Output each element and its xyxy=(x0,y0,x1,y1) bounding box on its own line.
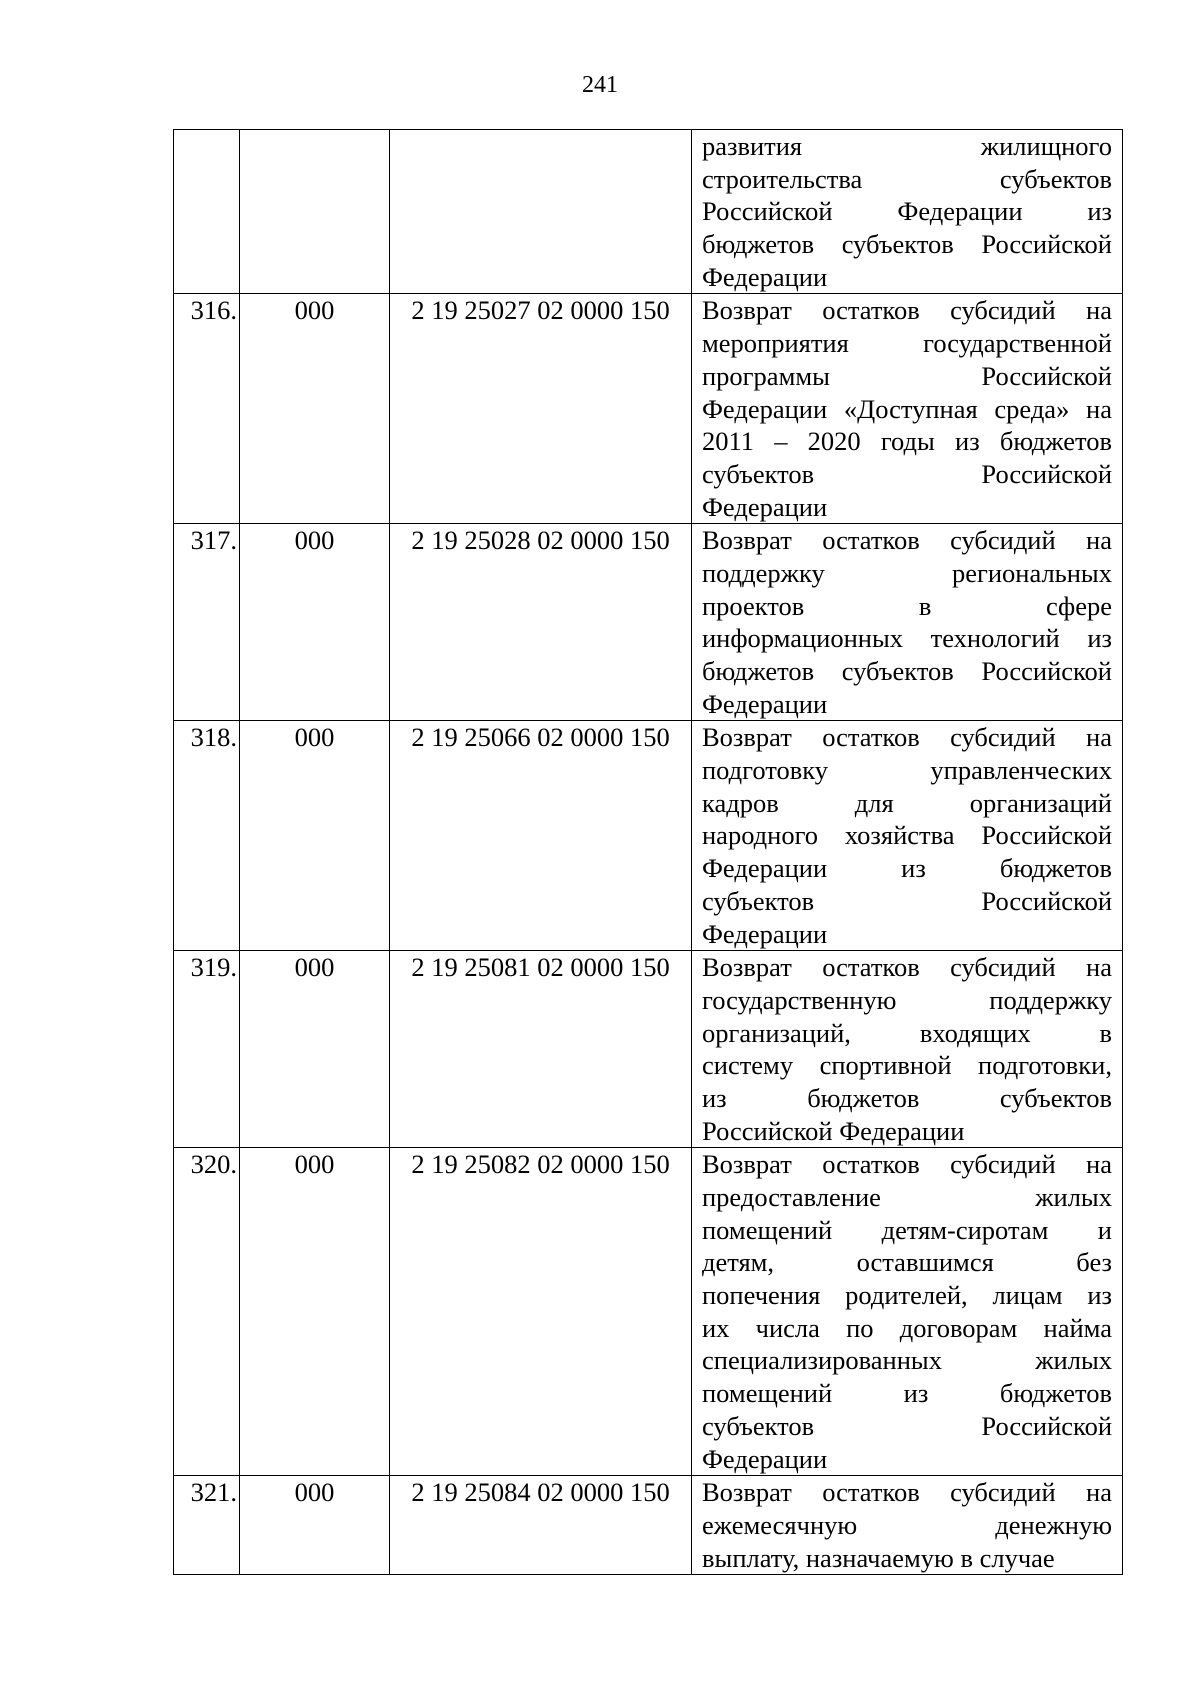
revenue-name-line: попечения родителей, лицам из xyxy=(702,1280,1112,1311)
admin-code-cell: 000 xyxy=(240,721,390,951)
revenue-name-line: Федерации xyxy=(702,261,828,292)
revenue-name-line: 2011 – 2020 годы из бюджетов xyxy=(702,426,1112,457)
revenue-name-line: Российской Федерации из xyxy=(702,196,1112,227)
row-number-cell: 320. xyxy=(174,1148,240,1476)
admin-code-cell xyxy=(240,130,390,294)
table-row xyxy=(174,130,1123,294)
budget-classification-table xyxy=(173,129,1123,1575)
revenue-name-line: Возврат остатков субсидий на xyxy=(702,722,1112,753)
revenue-name-line: их числа по договорам найма xyxy=(702,1312,1112,1343)
table-row xyxy=(174,1476,1123,1575)
revenue-name-line: кадров для организаций xyxy=(702,787,1112,818)
revenue-name-line: подготовку управленческих xyxy=(702,755,1112,786)
revenue-name-cell xyxy=(692,130,1123,294)
revenue-name-line: Российской Федерации xyxy=(702,1115,965,1146)
revenue-name-cell xyxy=(692,721,1123,951)
revenue-name-line: субъектов Российской xyxy=(702,458,1112,489)
page-number: 241 xyxy=(582,72,618,98)
revenue-code-cell: 2 19 25081 02 0000 150 xyxy=(390,951,692,1148)
revenue-name-line: помещений из бюджетов xyxy=(702,1378,1112,1409)
table-body xyxy=(174,130,1123,1575)
revenue-name-line: Федерации xyxy=(702,1443,828,1474)
revenue-name-line: детям, оставшимся без xyxy=(702,1247,1112,1278)
revenue-code-cell: 2 19 25084 02 0000 150 xyxy=(390,1476,692,1575)
revenue-name-line: Федерации «Доступная среда» на xyxy=(702,393,1112,424)
revenue-name-line: из бюджетов субъектов xyxy=(702,1082,1112,1113)
row-number-cell: 318. xyxy=(174,721,240,951)
revenue-name-line: строительства субъектов xyxy=(702,163,1112,194)
revenue-code-cell xyxy=(390,130,692,294)
revenue-name-line: субъектов Российской xyxy=(702,1410,1112,1441)
revenue-name-cell xyxy=(692,1148,1123,1476)
revenue-name-line: поддержку региональных xyxy=(702,557,1112,588)
revenue-name-line: мероприятия государственной xyxy=(702,328,1112,359)
revenue-name-line: Возврат остатков субсидий на xyxy=(702,952,1112,983)
revenue-name-line: выплату, назначаемую в случае xyxy=(702,1542,1055,1573)
revenue-name-line: Возврат остатков субсидий на xyxy=(702,525,1112,556)
revenue-name-line: систему спортивной подготовки, xyxy=(702,1050,1112,1081)
revenue-name-line: государственную поддержку xyxy=(702,984,1112,1015)
revenue-name-cell xyxy=(692,294,1123,524)
row-number-cell: 316. xyxy=(174,294,240,524)
revenue-name-cell xyxy=(692,1476,1123,1575)
revenue-name-line: Федерации из бюджетов xyxy=(702,853,1112,884)
revenue-name-line: помещений детям-сиротам и xyxy=(702,1214,1112,1245)
revenue-name-line: Федерации xyxy=(702,918,828,949)
admin-code-cell: 000 xyxy=(240,524,390,721)
row-number-cell: 321. xyxy=(174,1476,240,1575)
table-row xyxy=(174,524,1123,721)
revenue-name-cell xyxy=(692,951,1123,1148)
row-number-cell: 317. xyxy=(174,524,240,721)
revenue-name-line: специализированных жилых xyxy=(702,1345,1112,1376)
row-number-cell xyxy=(174,130,240,294)
revenue-name-line: Федерации xyxy=(702,688,828,719)
table-row xyxy=(174,1148,1123,1476)
revenue-code-cell: 2 19 25066 02 0000 150 xyxy=(390,721,692,951)
revenue-name-line: Возврат остатков субсидий на xyxy=(702,1477,1112,1508)
revenue-name-line: предоставление жилых xyxy=(702,1182,1112,1212)
revenue-name-line: народного хозяйства Российской xyxy=(702,820,1112,851)
table-row xyxy=(174,294,1123,524)
revenue-name-line: информационных технологий из xyxy=(702,623,1112,654)
revenue-name-line: бюджетов субъектов Российской xyxy=(702,229,1112,260)
revenue-name-line: Возврат остатков субсидий на xyxy=(702,295,1112,326)
revenue-code-cell: 2 19 25027 02 0000 150 xyxy=(390,294,692,524)
revenue-name-cell xyxy=(692,524,1123,721)
revenue-name-line: Федерации xyxy=(702,491,828,522)
revenue-name-line: программы Российской xyxy=(702,360,1112,391)
table-row xyxy=(174,721,1123,951)
admin-code-cell: 000 xyxy=(240,951,390,1148)
revenue-code-cell: 2 19 25028 02 0000 150 xyxy=(390,524,692,721)
revenue-name-line: Возврат остатков субсидий на xyxy=(702,1149,1112,1180)
revenue-name-line: бюджетов субъектов Российской xyxy=(702,656,1112,686)
admin-code-cell: 000 xyxy=(240,1476,390,1575)
revenue-name-line: субъектов Российской xyxy=(702,885,1112,916)
admin-code-cell: 000 xyxy=(240,294,390,524)
revenue-code-cell: 2 19 25082 02 0000 150 xyxy=(390,1148,692,1476)
revenue-name-line: развития жилищного xyxy=(702,131,1112,161)
revenue-name-line: организаций, входящих в xyxy=(702,1017,1112,1048)
admin-code-cell: 000 xyxy=(240,1148,390,1476)
table-row xyxy=(174,951,1123,1148)
revenue-name-line: проектов в сфере xyxy=(702,590,1112,621)
row-number-cell: 319. xyxy=(174,951,240,1148)
revenue-name-line: ежемесячную денежную xyxy=(702,1509,1112,1540)
